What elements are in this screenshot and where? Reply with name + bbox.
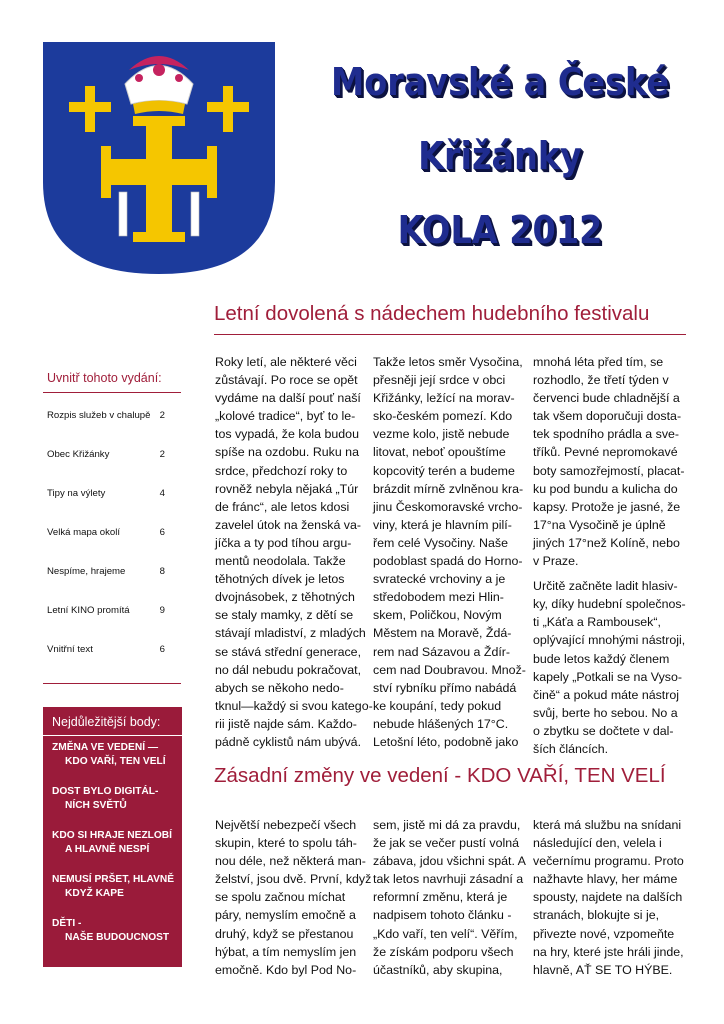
- text-line: středobodem mezi Hlin-: [373, 590, 504, 605]
- text-line: tek spodního prádla a sve-: [533, 427, 680, 442]
- text-line: podoblast spadá do Horno-: [373, 554, 523, 569]
- key-point-item: [52, 829, 182, 857]
- toc-item[interactable]: [47, 488, 165, 499]
- article1-column-1: [215, 353, 373, 751]
- text-line: rii jistě najde sám. Každo-: [215, 716, 357, 731]
- toc-item-label: Velká mapa okolí: [47, 527, 121, 538]
- key-point-line-2: NAŠE BUDOUCNOST: [65, 932, 170, 943]
- toc-item-page: 2: [159, 449, 165, 460]
- text-line: želství, jsou dvě. První, když: [215, 872, 372, 887]
- text-line: dvojnásobek, z těhotných: [215, 590, 355, 605]
- text-line: mentů neodolala. Takže: [215, 554, 346, 569]
- text-line: de fránc“, ale letos kdosi: [215, 499, 350, 514]
- text-line: večernímu programu. Proto: [533, 854, 684, 869]
- text-line: červenci bude chladnější a: [533, 391, 680, 406]
- text-line: Městem na Moravě, Ždá-: [373, 626, 512, 641]
- text-line: ky, díky hudební společnos-: [533, 597, 686, 612]
- text-line: tříků. Pevné nepromokavé: [533, 445, 678, 460]
- headline-divider: [214, 334, 686, 335]
- text-line: svůj, berte ho sebou. No a: [533, 705, 678, 720]
- text-line: přesněji její srdce v obci: [373, 373, 506, 388]
- article1-column-2: [373, 353, 526, 751]
- toc-item-page: 4: [159, 488, 165, 499]
- text-line: no dál nebudu pokračovat,: [215, 662, 362, 677]
- text-line: ku pod bundu a kulicha do: [533, 481, 678, 496]
- text-line: přivezte nové, vzpomeňte: [533, 926, 675, 941]
- text-line: nažhavte hlavy, her máme: [533, 872, 678, 887]
- text-line: Největší nebezpečí všech: [215, 818, 357, 832]
- coat-of-arms-emblem: [43, 42, 275, 274]
- title-line-3: KOLA 2012: [397, 208, 603, 252]
- text-line: že jak se večer pustí volná: [373, 836, 520, 851]
- toc-item-page: 8: [159, 566, 165, 577]
- text-line: řem celé Vysočiny. Naše: [373, 535, 508, 550]
- article1-col3-paragraph-1: [533, 353, 686, 570]
- text-line: tknul—každý si svou katego-: [215, 698, 373, 713]
- text-line: brázdit mírně zvlněnou kra-: [373, 481, 524, 496]
- text-line: kapsy. Protože je jasné, že: [533, 499, 681, 514]
- key-point-item: [52, 785, 182, 813]
- text-line: stranách, blokujte si je,: [533, 908, 660, 923]
- text-line: sem, jistě mi dá za pravdu,: [373, 818, 521, 832]
- text-line: nou déle, než některá man-: [215, 854, 366, 869]
- article2-headline: Zásadní změny ve vedení - KDO VAŘÍ, TEN VELÍ: [214, 764, 666, 787]
- key-point-item: [52, 873, 182, 901]
- text-line: jiných 17°než Kolíně, nebo: [533, 535, 680, 550]
- toc-item-page: 6: [159, 644, 165, 655]
- text-line: rozhodlo, že třetí týden v: [533, 373, 669, 388]
- text-line: litovat, neboť opouštíme: [373, 445, 506, 460]
- article2-column-3: [533, 816, 684, 979]
- text-line: tak letos navrhuji zásadní a: [373, 872, 524, 887]
- key-point-line-2: A HLAVNĚ NESPÍ: [65, 844, 150, 855]
- article2-column-1: [215, 816, 371, 979]
- article2-column-2: [373, 816, 526, 979]
- text-line: vezme kolo, jistě nebude: [373, 427, 510, 442]
- text-line: se stává střední generace,: [215, 644, 362, 659]
- text-line: svratecké vrchoviny a je: [373, 572, 506, 587]
- key-point-item: [52, 741, 182, 769]
- text-line: stávají mladiství, z mladých: [215, 626, 366, 641]
- text-line: ších článcích.: [533, 741, 609, 756]
- text-line: o zbytku se dočtete v dal-: [533, 723, 674, 738]
- key-points-title: Nejdůležitější body:: [52, 715, 161, 729]
- text-line: Letošní léto, podobně jako: [373, 734, 519, 749]
- text-line: účastníků, aby skupina,: [373, 962, 503, 977]
- toc-item-label: Rozpis služeb v chalupě: [47, 410, 151, 421]
- text-line: jinu Českomoravské vrcho-: [373, 499, 523, 514]
- toc-item[interactable]: [47, 566, 165, 577]
- text-line: srdce, předchozí roky to: [215, 463, 348, 478]
- article1-column-3: [533, 353, 686, 758]
- text-line: pádně cyklistů nám ubývá.: [215, 734, 362, 749]
- text-line: viny, která je hlavním pilí-: [373, 517, 512, 532]
- key-point-line-1: DĚTI -: [52, 918, 82, 929]
- toc-item[interactable]: [47, 449, 165, 460]
- text-line: následující den, velela i: [533, 836, 662, 851]
- text-line: ke koupání, tedy pokud: [373, 698, 502, 713]
- toc-title: Uvnitř tohoto vydání:: [47, 371, 162, 385]
- text-line: ství rybníku přímo nabádá: [373, 680, 517, 695]
- text-line: oplývající mnohými nástroji,: [533, 633, 686, 648]
- toc-item[interactable]: [47, 605, 165, 616]
- text-line: kopcovitý terén a budeme: [373, 463, 515, 478]
- text-line: skupin, které to spolu táh-: [215, 836, 357, 851]
- title-line-2: Křižánky: [418, 134, 582, 178]
- text-line: „kolové tradice“, byť to le-: [215, 409, 356, 424]
- key-point-line-1: NEMUSÍ PRŠET, HLAVNĚ: [52, 874, 175, 885]
- key-point-line-1: ZMĚNA VE VEDENÍ —: [52, 742, 159, 753]
- article1-headline: Letní dovolená s nádechem hudebního festivalu: [214, 302, 650, 325]
- text-line: nadpisem tohoto článku -: [373, 908, 512, 923]
- text-line: která má službu na snídani: [533, 818, 682, 832]
- text-line: skem, Poličkou, Novým: [373, 608, 502, 623]
- toc-item[interactable]: [47, 410, 165, 421]
- text-line: abych se někoho nedo-: [215, 680, 344, 695]
- text-line: hýbat, a tím nemyslím jen: [215, 944, 357, 959]
- text-line: „Kdo vaří, ten velí“. Věřím,: [373, 926, 518, 941]
- text-line: jíčka a ty pod tíhou argu-: [215, 535, 352, 550]
- text-line: boty samozřejmostí, placat-: [533, 463, 685, 478]
- text-line: čině“ a pokud máte nástroj: [533, 687, 680, 702]
- key-points-box: [43, 707, 182, 967]
- text-line: kapely „Potkali se na Vyso-: [533, 669, 682, 684]
- toc-item-label: Nespíme, hrajeme: [47, 566, 126, 577]
- text-line: zůstávají. Po roce se opět: [215, 373, 358, 388]
- text-line: zábava, jdou všichni spát. A: [373, 854, 526, 869]
- toc-item-page: 6: [159, 527, 165, 538]
- text-line: tak všem doporučuji dosta-: [533, 409, 682, 424]
- text-line: cem nad Doubravou. Množ-: [373, 662, 526, 677]
- text-line: těhotných dívek je letos: [215, 572, 345, 587]
- text-line: hlavně, AŤ SE TO HÝBE.: [533, 962, 673, 977]
- text-line: rovněž nebyla nějaká „Túr: [215, 481, 359, 496]
- key-point-line-1: KDO SI HRAJE NEZLOBÍ: [52, 830, 172, 841]
- text-line: rem nad Sázavou a Ždír-: [373, 644, 511, 659]
- key-point-line-1: DOST BYLO DIGITÁL-: [52, 786, 159, 797]
- text-line: v Praze.: [533, 554, 579, 569]
- text-line: Roky letí, ale některé věci: [215, 355, 357, 369]
- text-line: spousty, najdete na dalších: [533, 890, 683, 905]
- text-line: spíše na ozdobu. Ruku na: [215, 445, 359, 460]
- text-line: se staly mamky, z dětí se: [215, 608, 354, 623]
- toc-item-page: 9: [159, 605, 165, 616]
- toc-item[interactable]: [47, 644, 165, 655]
- text-line: vydáme na další pouť naší: [215, 391, 361, 406]
- key-point-line-2: KDO VAŘÍ, TEN VELÍ: [65, 756, 166, 767]
- text-line: sko-českém pomezí. Kdo: [373, 409, 513, 424]
- toc-item-label: Obec Křižánky: [47, 449, 110, 460]
- text-line: že získám podporu všech: [373, 944, 514, 959]
- key-point-line-2: NÍCH SVĚTŮ: [65, 800, 127, 811]
- toc-item-label: Tipy na výlety: [47, 488, 106, 499]
- text-line: páry, nemyslím emočně a: [215, 908, 356, 923]
- text-line: emočně. Kdo byl Pod No-: [215, 962, 357, 977]
- text-line: druhý, když se přestanou: [215, 926, 354, 941]
- text-line: Určitě začněte ladit hlasiv-: [533, 579, 678, 594]
- text-line: bude letos každý členem: [533, 651, 670, 666]
- text-line: zavelel útok na ženská va-: [215, 517, 362, 532]
- toc-divider: [43, 392, 181, 393]
- toc-item-page: 2: [159, 410, 165, 421]
- text-line: nebude hlášených 17°C.: [373, 716, 509, 731]
- key-points-divider: [43, 735, 182, 736]
- key-point-item: [52, 917, 182, 945]
- text-line: se spolu začnou míchat: [215, 890, 346, 905]
- toc-item-label: Letní KINO promítá: [47, 605, 130, 616]
- text-line: Křižánky, ležící na morav-: [373, 391, 515, 406]
- toc-bottom-divider: [43, 683, 181, 684]
- text-line: reformní změnu, která je: [373, 890, 508, 905]
- title-line-1: Moravské a České: [330, 60, 670, 104]
- text-line: ti „Káťa a Rambousek“,: [533, 615, 661, 630]
- toc-item-label: Vnitřní text: [47, 644, 93, 655]
- text-line: Takže letos směr Vysočina,: [373, 355, 523, 369]
- text-line: na hry, které jste hráli jinde,: [533, 944, 684, 959]
- text-line: 17°na Vysočině je úplně: [533, 517, 666, 532]
- key-point-line-2: KDYŽ KAPE: [65, 888, 124, 899]
- text-line: mnohá léta před tím, se: [533, 355, 664, 369]
- text-line: tos vypadá, že kola budou: [215, 427, 359, 442]
- article1-col3-paragraph-2: [533, 577, 686, 758]
- toc-item[interactable]: [47, 527, 165, 538]
